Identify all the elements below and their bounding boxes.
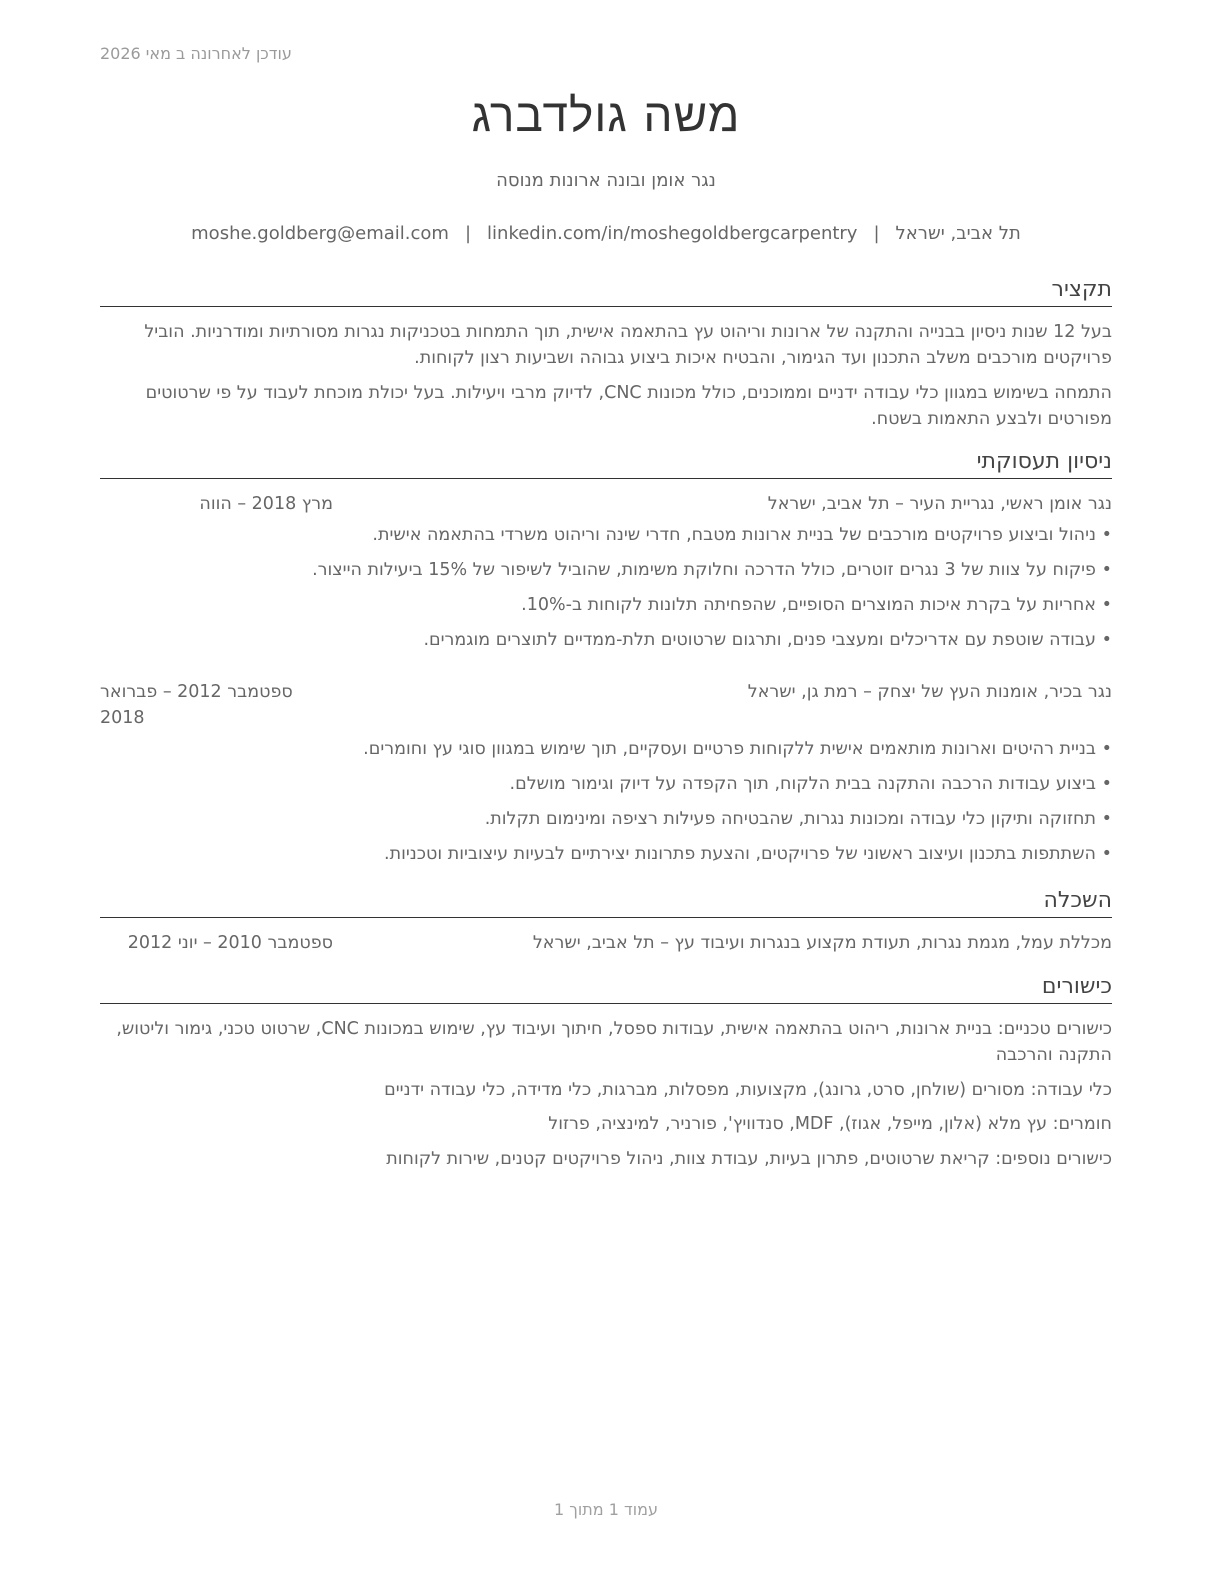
section-title-summary: תקציר xyxy=(100,275,1112,307)
skills-line: כישורים נוספים: קריאת שרטוטים, פתרון בעיות, עבודת צוות, ניהול פרויקטים קטנים, שירות לקוחות xyxy=(386,1149,1112,1169)
section-title-skills: כישורים xyxy=(100,972,1112,1004)
contact-separator: | xyxy=(873,223,880,244)
summary-paragraph: התמחה בשימוש במגוון כלי עבודה ידניים וממוכנים, כולל מכונות CNC, לדיוק מרבי ויעילות. בעל יכולת מוכחת לעבוד על פי שרטוטים מפורטים ולבצע התאמות בשטח. xyxy=(145,383,1112,429)
list-item: • ביצוע עבודות הרכבה והתקנה בבית הלקוח, תוך הקפדה על דיוק וגימור מושלם. xyxy=(112,771,1112,797)
list-item: • בניית רהיטים וארונות מותאמים אישית ללקוחות פרטיים ועסקיים, תוך שימוש במגוון סוגי עץ וחומרים. xyxy=(112,736,1112,762)
list-item: • תחזוקה ותיקון כלי עבודה ומכונות נגרות, שהבטיחה פעילות רציפה ומינימום תקלות. xyxy=(112,806,1112,832)
list-item: • השתתפות בתכנון ועיצוב ראשוני של פרויקטים, והצעת פתרונות יצירתיים לבעיות עיצוביות וטכניות. xyxy=(112,841,1112,867)
education-text: מכללת עמל, מגמת נגרות, תעודת מקצוע בנגרות ועיבוד עץ – תל אביב, ישראל xyxy=(532,933,1112,953)
list-item: • פיקוח על צוות של 3 נגרים זוטרים, כולל הדרכה וחלוקת משימות, שהוביל לשיפור של 15% ביעילות הייצור. xyxy=(112,557,1112,583)
contact-email[interactable]: moshe.goldberg@email.com xyxy=(191,223,449,244)
contact-linkedin[interactable]: linkedin.com/in/moshegoldbergcarpentry xyxy=(487,223,858,244)
skills-line: כלי עבודה: מסורים (שולחן, סרט, גרונג), מקצועות, מפסלות, מברגות, כלי מדידה, כלי עבודה ידניים xyxy=(384,1080,1112,1100)
education-dates: ספטמבר 2010 – יוני 2012 xyxy=(127,933,333,953)
resume-page xyxy=(100,0,1112,1584)
last-updated: עודכן לאחרונה ב מאי 2026 xyxy=(100,44,292,63)
job-bullets xyxy=(112,736,1112,876)
candidate-title: נגר אומן ובונה ארונות מנוסה xyxy=(496,170,716,191)
contact-line xyxy=(100,223,1112,244)
candidate-name: משה גולדברג xyxy=(471,88,741,142)
summary-paragraph: בעל 12 שנות ניסיון בבנייה והתקנה של ארונות וריהוט עץ בהתאמה אישית, תוך התמחות בטכניקות נגרות מסורתיות ומודרניות. הוביל פרויקטים מורכבים משלב התכנון ועד הגימור, והבטיח איכות ביצוע גבוהה ושביעות רצון לקוחות. xyxy=(144,322,1112,368)
job-dates: מרץ 2018 – הווה xyxy=(199,494,333,514)
contact-location: תל אביב, ישראל xyxy=(895,223,1021,244)
list-item: • עבודה שוטפת עם אדריכלים ומעצבי פנים, ותרגום שרטוטים תלת-ממדיים לתוצרים מוגמרים. xyxy=(112,627,1112,653)
job-dates: ספטמבר 2012 – פברואר 2018 xyxy=(100,682,293,728)
section-title-education: השכלה xyxy=(100,886,1112,918)
list-item: • ניהול וביצוע פרויקטים מורכבים של בניית ארונות מטבח, חדרי שינה וריהוט משרדי בהתאמה אישית. xyxy=(112,522,1112,548)
skills-line: כישורים טכניים: בניית ארונות, ריהוט בהתאמה אישית, עבודות ספסל, חיתוך ועיבוד עץ, שימוש במכונות CNC, שרטוט טכני, גימור וליטוש, התקנה והרכבה xyxy=(116,1019,1112,1065)
list-item: • אחריות על בקרת איכות המוצרים הסופיים, שהפחיתה תלונות לקוחות ב-10%. xyxy=(112,592,1112,618)
job-role: נגר אומן ראשי, נגריית העיר – תל אביב, ישראל xyxy=(767,494,1112,514)
job-role: נגר בכיר, אומנות העץ של יצחק – רמת גן, ישראל xyxy=(747,682,1112,702)
job-bullets xyxy=(112,522,1112,662)
section-title-experience: ניסיון תעסוקתי xyxy=(100,447,1112,479)
contact-separator: | xyxy=(464,223,472,244)
skills-line: חומרים: עץ מלא (אלון, מייפל, אגוז), MDF, סנדוויץ', פורניר, למינציה, פרזול xyxy=(548,1114,1112,1134)
page-number: עמוד 1 מתוך 1 xyxy=(554,1500,658,1519)
